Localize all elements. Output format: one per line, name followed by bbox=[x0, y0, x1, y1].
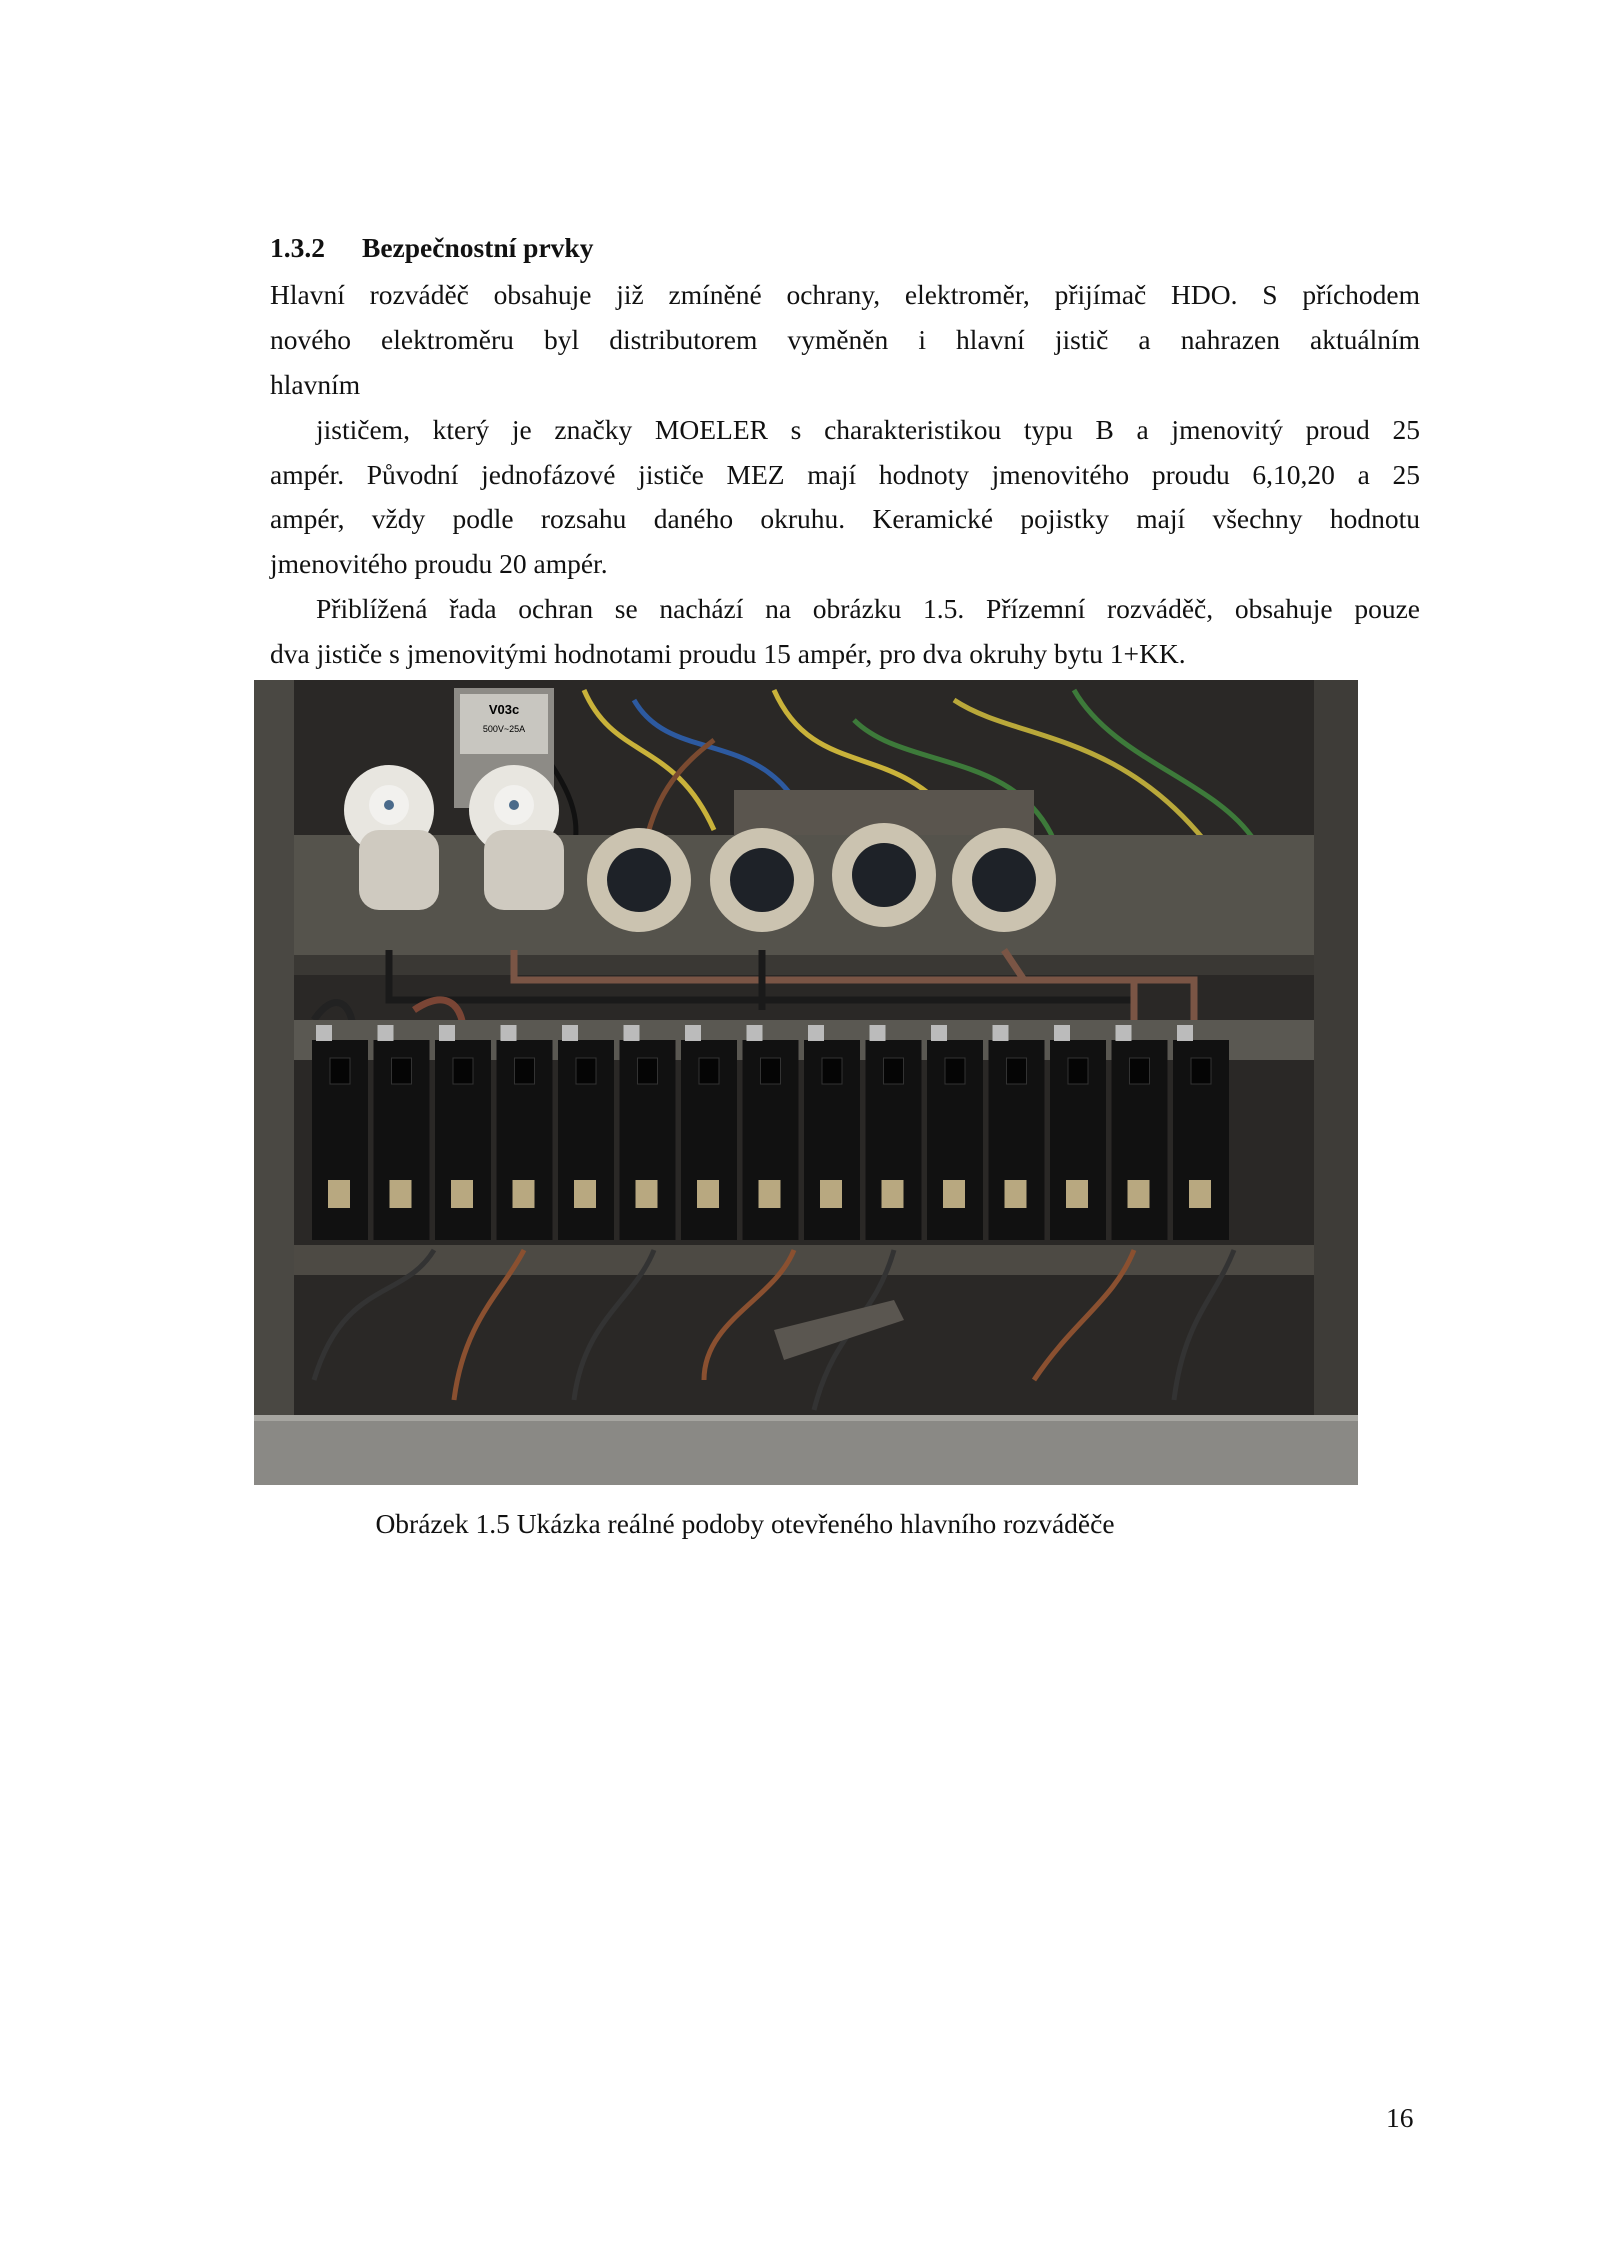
circuit-breaker bbox=[435, 1025, 491, 1240]
fuse-holder bbox=[710, 828, 814, 932]
circuit-breaker bbox=[804, 1025, 860, 1240]
relay-rating-label: 500V~25A bbox=[482, 724, 526, 734]
circuit-breaker bbox=[558, 1025, 614, 1240]
circuit-breaker bbox=[866, 1025, 922, 1240]
circuit-breaker bbox=[620, 1025, 676, 1240]
fuse-holder bbox=[587, 828, 691, 932]
section-heading bbox=[270, 232, 593, 264]
paragraph-line: Přiblížená řada ochran se nachází na obrázku 1.5. Přízemní rozváděč, obsahuje pouze bbox=[316, 593, 1420, 624]
circuit-breaker bbox=[497, 1025, 553, 1240]
circuit-breaker bbox=[681, 1025, 737, 1240]
paragraph-line: ampér, vždy podle rozsahu daného okruhu. Keramické pojistky mají všechny hodnotu bbox=[270, 503, 1420, 534]
paragraph-line: nového elektroměru byl distributorem vyměněn i hlavní jistič a nahrazen aktuálním bbox=[270, 324, 1420, 355]
circuit-breaker bbox=[312, 1025, 368, 1240]
paragraph-line: jističem, který je značky MOELER s charakteristikou typu B a jmenovitý proud 25 bbox=[316, 414, 1420, 445]
section-number: 1.3.2 bbox=[270, 232, 325, 263]
relay-model-label: V03c bbox=[488, 702, 520, 717]
paragraph-line: ampér. Původní jednofázové jističe MEZ mají hodnoty jmenovitého proudu 6,10,20 a 25 bbox=[270, 459, 1420, 490]
paragraph-line: hlavním bbox=[270, 369, 361, 400]
paragraph-line: dva jističe s jmenovitými hodnotami proudu 15 ampér, pro dva okruhy bytu 1+KK. bbox=[270, 638, 1186, 669]
circuit-breaker bbox=[1050, 1025, 1106, 1240]
breaker-row bbox=[312, 1025, 1229, 1240]
figure-caption: Obrázek 1.5 Ukázka reálné podoby otevřeného hlavního rozváděče bbox=[375, 1508, 1115, 1539]
circuit-breaker bbox=[1173, 1025, 1229, 1240]
page-number: 16 bbox=[1386, 2102, 1414, 2133]
paragraph-line: jmenovitého proudu 20 ampér. bbox=[270, 548, 608, 579]
circuit-breaker bbox=[374, 1025, 430, 1240]
fuse-holder bbox=[952, 828, 1056, 932]
circuit-breaker bbox=[1112, 1025, 1168, 1240]
circuit-breaker bbox=[927, 1025, 983, 1240]
section-title: Bezpečnostní prvky bbox=[362, 232, 594, 263]
circuit-breaker bbox=[743, 1025, 799, 1240]
paragraph-line: Hlavní rozváděč obsahuje již zmíněné ochrany, elektroměr, přijímač HDO. S příchodem bbox=[270, 279, 1420, 310]
fuse-holder bbox=[832, 823, 936, 927]
circuit-breaker bbox=[989, 1025, 1045, 1240]
switchboard-photo bbox=[254, 680, 1358, 1485]
